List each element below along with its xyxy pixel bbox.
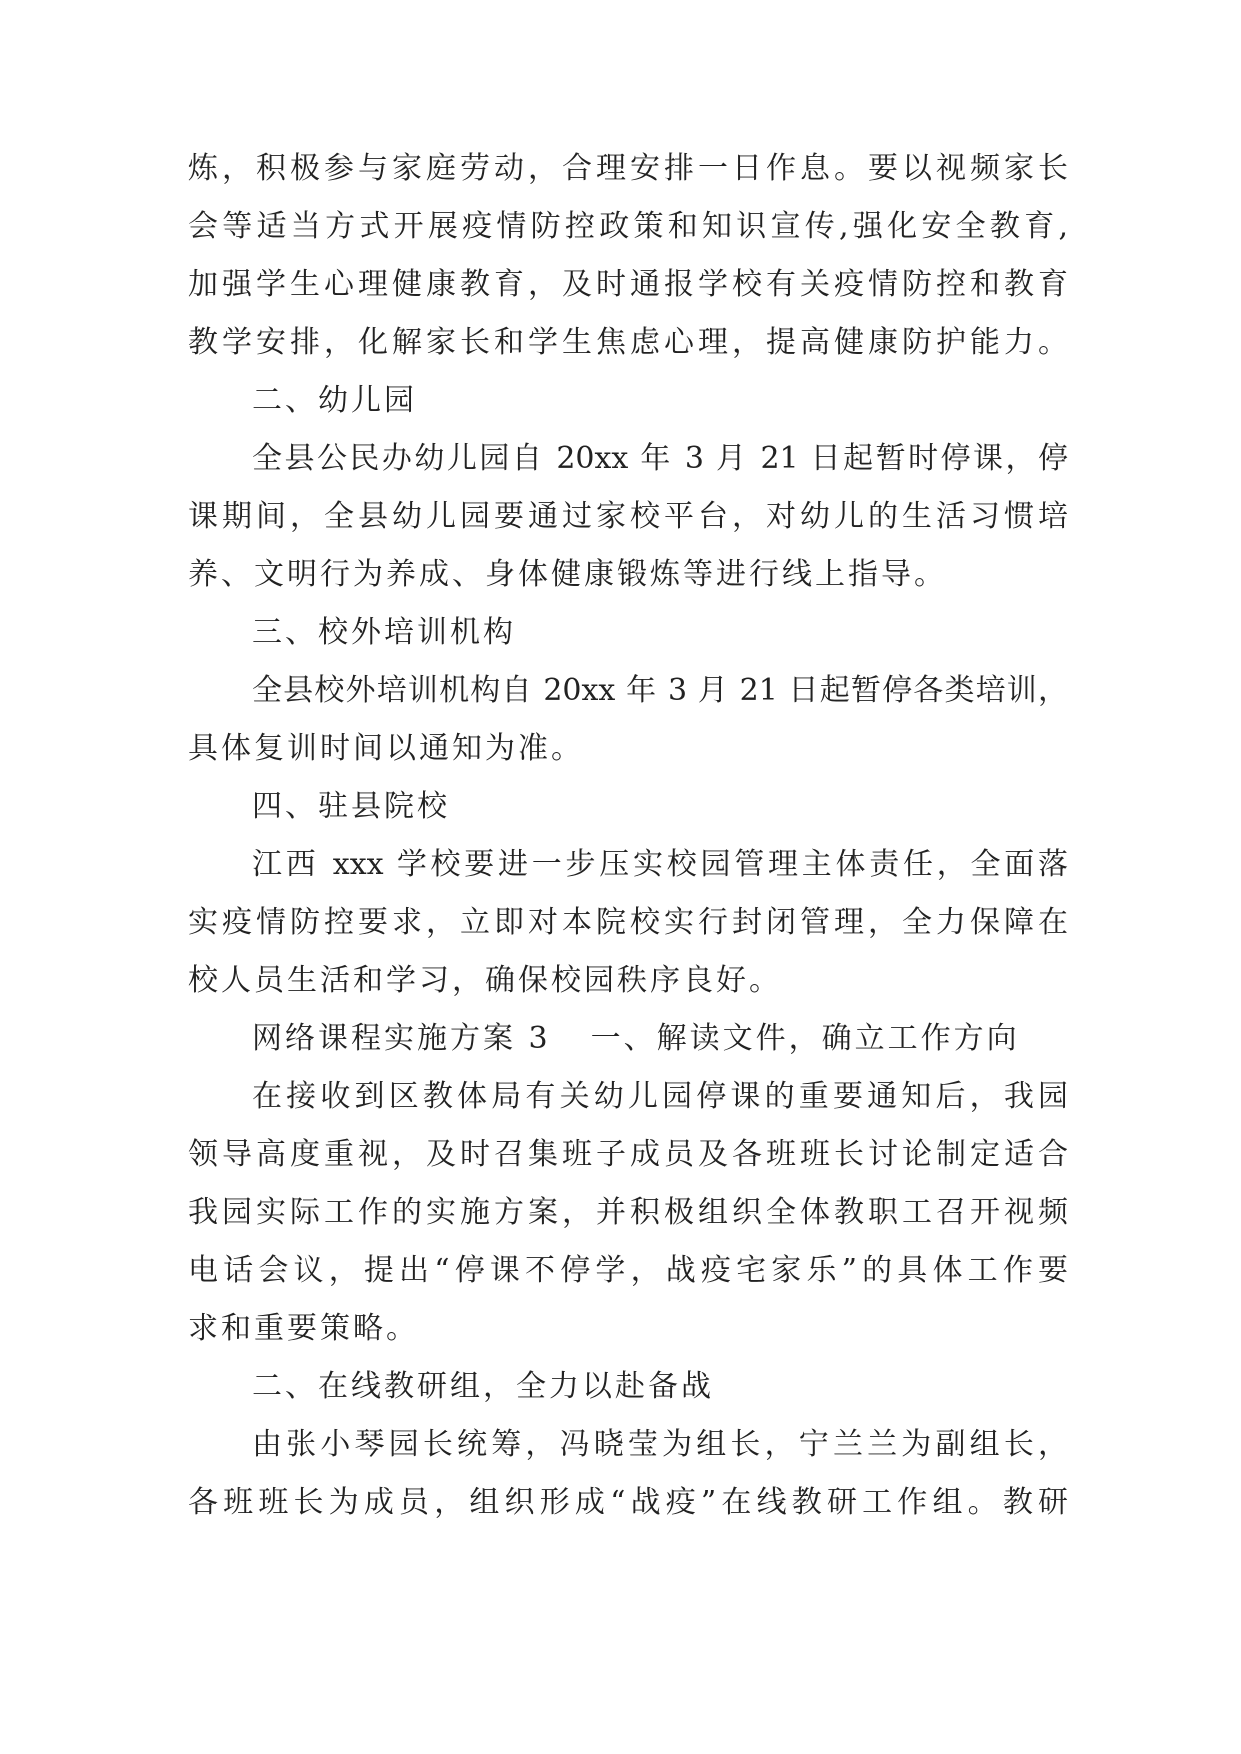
plan-title: 网络课程实施方案 3 <box>252 1021 551 1056</box>
section-heading: 二、在线教研组，全力以赴备战 <box>252 1369 714 1404</box>
paragraph-line: 电话会议，提出“停课不停学，战疫宅家乐”的具体工作要 <box>188 1253 1068 1288</box>
section-heading: 四、驻县院校 <box>252 789 450 824</box>
paragraph-line: 全县校外培训机构自 20xx 年 3 月 21 日起暂停各类培训， <box>252 673 1068 708</box>
section-heading: 三、校外培训机构 <box>252 615 516 650</box>
paragraph-line: 课期间，全县幼儿园要通过家校平台，对幼儿的生活习惯培 <box>188 499 1068 534</box>
paragraph-line: 具体复训时间以通知为准。 <box>188 731 584 766</box>
paragraph-line: 教学安排，化解家长和学生焦虑心理，提高健康防护能力。 <box>188 325 1068 360</box>
paragraph-line: 各班班长为成员，组织形成“战疫”在线教研工作组。教研 <box>188 1485 1068 1520</box>
section-heading: 一、解读文件，确立工作方向 <box>590 1021 1020 1056</box>
paragraph-line: 校人员生活和学习，确保校园秩序良好。 <box>188 963 782 998</box>
paragraph-line: 江西 xxx 学校要进一步压实校园管理主体责任，全面落 <box>252 847 1068 882</box>
paragraph-line: 求和重要策略。 <box>188 1311 419 1346</box>
paragraph-line: 我园实际工作的实施方案，并积极组织全体教职工召开视频 <box>188 1195 1068 1230</box>
paragraph-line: 在接收到区教体局有关幼儿园停课的重要通知后，我园 <box>252 1079 1068 1114</box>
paragraph-line: 由张小琴园长统筹，冯晓莹为组长，宁兰兰为副组长， <box>252 1427 1068 1462</box>
paragraph-line: 加强学生心理健康教育，及时通报学校有关疫情防控和教育 <box>188 267 1068 302</box>
paragraph-line: 养、文明行为养成、身体健康锻炼等进行线上指导。 <box>188 557 947 592</box>
paragraph-line: 全县公民办幼儿园自 20xx 年 3 月 21 日起暂时停课，停 <box>252 441 1068 476</box>
paragraph-line: 会等适当方式开展疫情防控政策和知识宣传,强化安全教育, <box>188 209 1068 244</box>
paragraph-line: 领导高度重视，及时召集班子成员及各班班长讨论制定适合 <box>188 1137 1068 1172</box>
plan-heading-line <box>252 1010 1068 1068</box>
paragraph-line: 实疫情防控要求，立即对本院校实行封闭管理，全力保障在 <box>188 905 1068 940</box>
paragraph-line: 炼，积极参与家庭劳动，合理安排一日作息。要以视频家长 <box>188 151 1068 186</box>
section-heading: 二、幼儿园 <box>252 383 417 418</box>
